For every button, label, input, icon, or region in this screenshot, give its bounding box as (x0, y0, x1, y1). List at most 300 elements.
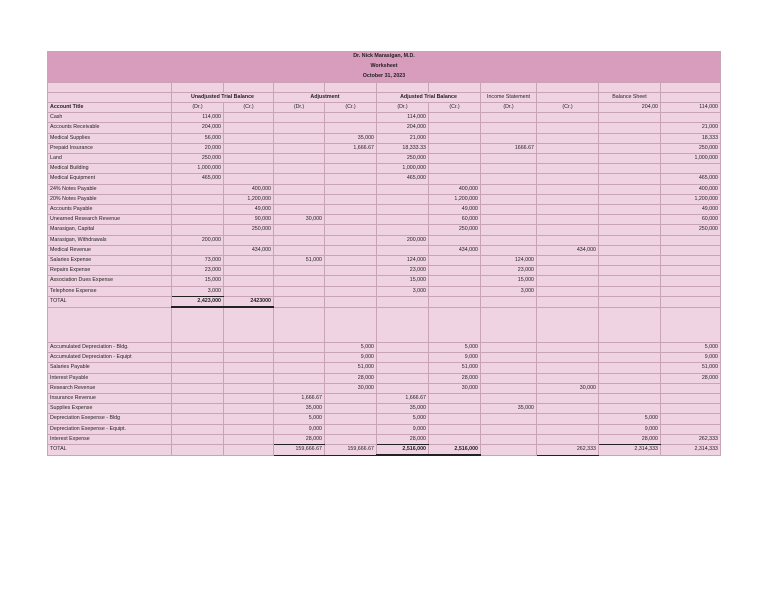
amount-cell (537, 174, 599, 184)
amount-cell (661, 383, 721, 393)
amount-cell (325, 256, 377, 266)
amount-cell (429, 235, 481, 245)
amount-cell: 465,000 (172, 174, 224, 184)
amount-cell (481, 194, 537, 204)
table-row (48, 174, 721, 184)
amount-cell (274, 205, 325, 215)
table-row (48, 256, 721, 266)
amount-cell (325, 276, 377, 286)
amount-cell (661, 245, 721, 255)
amount-cell (224, 353, 274, 363)
title-row (48, 52, 721, 62)
amount-cell (325, 286, 377, 296)
amount-cell (274, 266, 325, 276)
account-name-cell: Repairs Expense (48, 266, 172, 276)
amount-cell (224, 174, 274, 184)
amount-cell (429, 404, 481, 414)
amount-cell: 400,000 (429, 184, 481, 194)
amount-cell (661, 286, 721, 296)
amount-cell: 23,000 (172, 266, 224, 276)
account-name-cell: Accounts Receivable (48, 123, 172, 133)
amount-cell (537, 113, 599, 123)
amount-cell (661, 394, 721, 404)
amount-cell: 35,000 (377, 404, 429, 414)
amount-cell (274, 363, 325, 373)
amount-cell (325, 424, 377, 434)
amount-cell: 434,000 (224, 245, 274, 255)
amount-cell: 28,000 (274, 434, 325, 444)
amount-cell (377, 184, 429, 194)
amount-cell (377, 343, 429, 353)
amount-cell (172, 205, 224, 215)
amount-cell (599, 373, 661, 383)
amount-cell (481, 174, 537, 184)
amount-cell (599, 383, 661, 393)
amount-cell: 28,000 (429, 373, 481, 383)
adjustment-dr-header: (Dr.) (274, 103, 325, 113)
amount-cell: 15,000 (481, 276, 537, 286)
amount-cell: 49,000 (661, 205, 721, 215)
amount-cell (481, 164, 537, 174)
amount-cell (481, 245, 537, 255)
amount-cell (325, 113, 377, 123)
amount-cell: 200,000 (377, 235, 429, 245)
account-name-cell: TOTAL (48, 296, 172, 307)
amount-cell (224, 113, 274, 123)
table-row (48, 373, 721, 383)
amount-cell (325, 296, 377, 307)
amount-cell: 73,000 (172, 256, 224, 266)
amount-cell (537, 266, 599, 276)
account-name-cell: Salaries Expense (48, 256, 172, 266)
amount-cell: 1,666.67 (325, 143, 377, 153)
amount-cell (481, 363, 537, 373)
amount-cell (537, 394, 599, 404)
amount-cell: 262,333 (661, 434, 721, 444)
amount-cell: 250,000 (172, 154, 224, 164)
amount-cell: 51,000 (325, 363, 377, 373)
unadjusted-dr-header: (Dr.) (172, 103, 224, 113)
amount-cell (481, 414, 537, 424)
amount-cell (325, 394, 377, 404)
group-unadjusted: Unadjusted Trial Balance (172, 92, 274, 102)
amount-cell (224, 235, 274, 245)
amount-cell (429, 143, 481, 153)
group-header-row (48, 92, 721, 102)
amount-cell: 5,000 (429, 343, 481, 353)
group-income: Income Statement (481, 92, 537, 102)
account-name-cell: 20% Notes Payable (48, 194, 172, 204)
amount-cell: 1,200,000 (661, 194, 721, 204)
table-row (48, 445, 721, 456)
amount-cell (224, 343, 274, 353)
amount-cell: 9,000 (274, 424, 325, 434)
amount-cell: 262,333 (537, 445, 599, 456)
amount-cell (172, 383, 224, 393)
worksheet-table (47, 51, 721, 456)
amount-cell: 1,666.67 (377, 394, 429, 404)
amount-cell: 35,000 (274, 404, 325, 414)
amount-cell (599, 184, 661, 194)
amount-cell (599, 113, 661, 123)
table-row (48, 414, 721, 424)
account-name-cell: Unearned Research Revenue (48, 215, 172, 225)
amount-cell (274, 164, 325, 174)
amount-cell: 465,000 (377, 174, 429, 184)
table-row (48, 266, 721, 276)
amount-cell: 1666.67 (481, 143, 537, 153)
amount-cell (537, 164, 599, 174)
amount-cell (481, 235, 537, 245)
account-name-cell: Medical Equipment (48, 174, 172, 184)
income-cr-header: (Cr.) (537, 103, 599, 113)
balance-top-cr: 114,000 (661, 103, 721, 113)
amount-cell: 204,000 (172, 123, 224, 133)
amount-cell: 3,000 (172, 286, 224, 296)
amount-cell (481, 373, 537, 383)
amount-cell (599, 363, 661, 373)
amount-cell (172, 343, 224, 353)
table-row (48, 154, 721, 164)
amount-cell (377, 205, 429, 215)
account-name-cell: Interest Payable (48, 373, 172, 383)
table-row (48, 225, 721, 235)
amount-cell (224, 445, 274, 456)
amount-cell (599, 404, 661, 414)
amount-cell (274, 184, 325, 194)
amount-cell: 1,200,000 (224, 194, 274, 204)
group-balance: Balance Sheet (599, 92, 661, 102)
amount-cell (481, 215, 537, 225)
account-name-cell: Land (48, 154, 172, 164)
account-name-cell: Salaries Payable (48, 363, 172, 373)
amount-cell (661, 414, 721, 424)
amount-cell (274, 383, 325, 393)
amount-cell (172, 353, 224, 363)
amount-cell (599, 276, 661, 286)
amount-cell: 21,000 (377, 133, 429, 143)
amount-cell: 1,666.67 (274, 394, 325, 404)
amount-cell (172, 445, 224, 456)
amount-cell: 2,314,333 (599, 445, 661, 456)
table-row (48, 383, 721, 393)
amount-cell: 250,000 (661, 225, 721, 235)
amount-cell (429, 123, 481, 133)
account-name-cell: TOTAL (48, 445, 172, 456)
amount-cell (661, 113, 721, 123)
amount-cell: 250,000 (224, 225, 274, 235)
amount-cell (599, 205, 661, 215)
amount-cell (325, 414, 377, 424)
account-name-cell: Telephone Expense (48, 286, 172, 296)
amount-cell: 3,000 (481, 286, 537, 296)
amount-cell: 114,000 (377, 113, 429, 123)
amount-cell: 1,000,000 (377, 164, 429, 174)
amount-cell: 18,333 (661, 133, 721, 143)
amount-cell (224, 394, 274, 404)
amount-cell (661, 404, 721, 414)
amount-cell (537, 276, 599, 286)
amount-cell (599, 164, 661, 174)
spacer-row (48, 307, 721, 325)
amount-cell (274, 343, 325, 353)
amount-cell (325, 245, 377, 255)
account-name-cell: Depreciation Exepense - Bldg (48, 414, 172, 424)
amount-cell (599, 174, 661, 184)
amount-cell: 51,000 (429, 363, 481, 373)
amount-cell (661, 276, 721, 286)
amount-cell (537, 143, 599, 153)
amount-cell (537, 256, 599, 266)
amount-cell: 5,000 (377, 414, 429, 424)
amount-cell (599, 266, 661, 276)
amount-cell (377, 373, 429, 383)
amount-cell: 28,000 (325, 373, 377, 383)
amount-cell: 124,000 (481, 256, 537, 266)
amount-cell (429, 424, 481, 434)
amount-cell (274, 194, 325, 204)
balance-top-dr: 204,00 (599, 103, 661, 113)
table-row (48, 123, 721, 133)
amount-cell: 2,314,333 (661, 445, 721, 456)
amount-cell (172, 424, 224, 434)
amount-cell (172, 404, 224, 414)
amount-cell (224, 404, 274, 414)
amount-cell (377, 215, 429, 225)
amount-cell (377, 383, 429, 393)
amount-cell (224, 123, 274, 133)
amount-cell (661, 296, 721, 307)
amount-cell (429, 286, 481, 296)
account-name-cell: Association Dues Expense (48, 276, 172, 286)
table-row (48, 194, 721, 204)
table-row (48, 394, 721, 404)
amount-cell (599, 343, 661, 353)
amount-cell (537, 404, 599, 414)
amount-cell (537, 373, 599, 383)
amount-cell: 18,333.33 (377, 143, 429, 153)
adjusted-dr-header: (Dr.) (377, 103, 429, 113)
account-name-cell: Insurance Revenue (48, 394, 172, 404)
document-title: Worksheet (48, 62, 721, 72)
account-name-cell: Accumulated Depreciation - Bldg. (48, 343, 172, 353)
amount-cell (377, 363, 429, 373)
amount-cell: 1,000,000 (172, 164, 224, 174)
account-name-cell: Marasigan, Withdrawals (48, 235, 172, 245)
amount-cell (429, 266, 481, 276)
amount-cell (224, 266, 274, 276)
amount-cell: 5,000 (325, 343, 377, 353)
table-row (48, 205, 721, 215)
account-name-cell: Accounts Payable (48, 205, 172, 215)
amount-cell (599, 123, 661, 133)
amount-cell (599, 256, 661, 266)
adjusted-cr-header: (Cr.) (429, 103, 481, 113)
table-row (48, 434, 721, 444)
amount-cell: 204,000 (377, 123, 429, 133)
amount-cell: 465,000 (661, 174, 721, 184)
amount-cell: 5,000 (274, 414, 325, 424)
table-row (48, 343, 721, 353)
amount-cell (274, 113, 325, 123)
account-name-cell: Depreciation Exepense - Equipt. (48, 424, 172, 434)
amount-cell: 1,200,000 (429, 194, 481, 204)
amount-cell (172, 434, 224, 444)
amount-cell (274, 276, 325, 286)
amount-cell (224, 434, 274, 444)
amount-cell (537, 353, 599, 363)
amount-cell: 2,516,000 (429, 445, 481, 456)
amount-cell: 9,000 (325, 353, 377, 363)
amount-cell (429, 133, 481, 143)
amount-cell (224, 424, 274, 434)
amount-cell (224, 164, 274, 174)
amount-cell (599, 286, 661, 296)
amount-cell (325, 434, 377, 444)
amount-cell (274, 174, 325, 184)
amount-cell (537, 414, 599, 424)
amount-cell (537, 133, 599, 143)
amount-cell (274, 353, 325, 363)
amount-cell: 124,000 (377, 256, 429, 266)
amount-cell (274, 235, 325, 245)
amount-cell: 30,000 (325, 383, 377, 393)
title-row (48, 72, 721, 82)
amount-cell (537, 154, 599, 164)
amount-cell (224, 133, 274, 143)
amount-cell (537, 184, 599, 194)
amount-cell (172, 363, 224, 373)
account-name-cell: Medical Revenue (48, 245, 172, 255)
amount-cell: 15,000 (172, 276, 224, 286)
account-title-header: Account Title (48, 103, 172, 113)
amount-cell: 400,000 (224, 184, 274, 194)
amount-cell: 30,000 (274, 215, 325, 225)
amount-cell (429, 296, 481, 307)
amount-cell: 5,000 (661, 343, 721, 353)
amount-cell: 30,000 (537, 383, 599, 393)
table-row (48, 235, 721, 245)
account-name-cell: Interest Expense (48, 434, 172, 444)
amount-cell (224, 276, 274, 286)
amount-cell (325, 215, 377, 225)
amount-cell (429, 414, 481, 424)
table-row (48, 133, 721, 143)
amount-cell (224, 286, 274, 296)
amount-cell (429, 113, 481, 123)
amount-cell (377, 296, 429, 307)
amount-cell: 60,000 (661, 215, 721, 225)
amount-cell: 15,000 (377, 276, 429, 286)
amount-cell (274, 143, 325, 153)
amount-cell: 28,000 (661, 373, 721, 383)
account-name-cell: Medical Building (48, 164, 172, 174)
unadjusted-cr-header: (Cr.) (224, 103, 274, 113)
amount-cell (429, 394, 481, 404)
amount-cell (429, 256, 481, 266)
amount-cell (599, 225, 661, 235)
amount-cell (274, 225, 325, 235)
table-row (48, 164, 721, 174)
amount-cell (377, 353, 429, 363)
amount-cell (172, 394, 224, 404)
amount-cell (481, 133, 537, 143)
amount-cell (537, 286, 599, 296)
amount-cell (172, 414, 224, 424)
amount-cell (537, 123, 599, 133)
amount-cell (224, 143, 274, 153)
amount-cell (481, 394, 537, 404)
amount-cell (325, 174, 377, 184)
amount-cell (661, 424, 721, 434)
amount-cell: 9,000 (599, 424, 661, 434)
amount-cell (661, 164, 721, 174)
amount-cell (537, 296, 599, 307)
amount-cell: 1,000,000 (661, 154, 721, 164)
amount-cell: 90,000 (224, 215, 274, 225)
table-row (48, 424, 721, 434)
amount-cell (274, 296, 325, 307)
group-adjusted: Adjusted Trial Balance (377, 92, 481, 102)
amount-cell (481, 445, 537, 456)
amount-cell (377, 225, 429, 235)
amount-cell (661, 266, 721, 276)
amount-cell (481, 113, 537, 123)
amount-cell (599, 353, 661, 363)
amount-cell: 5,000 (599, 414, 661, 424)
amount-cell (481, 434, 537, 444)
amount-cell (599, 215, 661, 225)
amount-cell (599, 154, 661, 164)
amount-cell: 434,000 (537, 245, 599, 255)
amount-cell (172, 373, 224, 383)
amount-cell (537, 225, 599, 235)
amount-cell: 51,000 (661, 363, 721, 373)
amount-cell: 2,423,000 (172, 296, 224, 307)
amount-cell (224, 256, 274, 266)
amount-cell (537, 424, 599, 434)
table-row (48, 353, 721, 363)
amount-cell (377, 194, 429, 204)
table-row (48, 404, 721, 414)
amount-cell (224, 154, 274, 164)
amount-cell (172, 245, 224, 255)
amount-cell (377, 245, 429, 255)
amount-cell: 28,000 (377, 434, 429, 444)
amount-cell (481, 343, 537, 353)
account-name-cell: Research Revenue (48, 383, 172, 393)
amount-cell: 2423000 (224, 296, 274, 307)
amount-cell (224, 383, 274, 393)
table-row (48, 143, 721, 153)
amount-cell (537, 194, 599, 204)
group-adjustment: Adjustment (274, 92, 377, 102)
adjustment-cr-header: (Cr.) (325, 103, 377, 113)
amount-cell (325, 164, 377, 174)
spacer-row (48, 325, 721, 343)
amount-cell: 159,666.67 (274, 445, 325, 456)
amount-cell (325, 154, 377, 164)
amount-cell (481, 154, 537, 164)
amount-cell (429, 154, 481, 164)
amount-cell: 114,000 (172, 113, 224, 123)
amount-cell: 20,000 (172, 143, 224, 153)
table-row (48, 363, 721, 373)
amount-cell (481, 205, 537, 215)
amount-cell (481, 353, 537, 363)
amount-cell: 23,000 (481, 266, 537, 276)
amount-cell (481, 184, 537, 194)
